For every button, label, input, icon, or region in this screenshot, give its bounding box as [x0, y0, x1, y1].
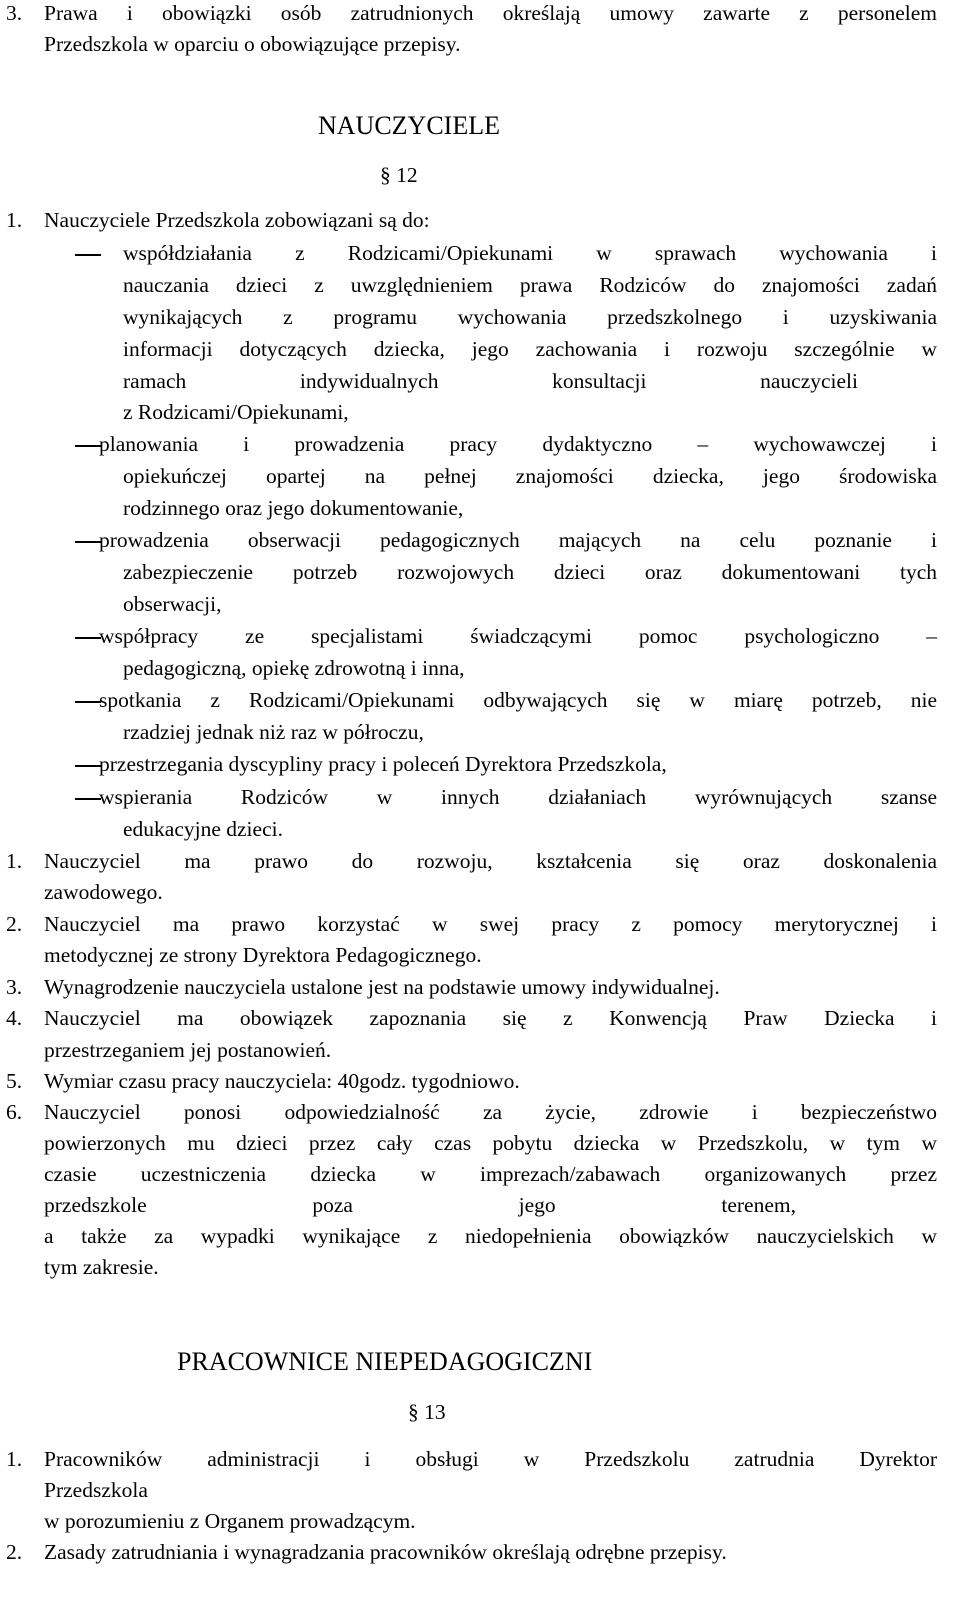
section-heading-nauczyciele: NAUCZYCIELE — [318, 111, 500, 140]
list-item-line: Przedszkola — [44, 1478, 148, 1502]
intro-line-2: Przedszkola w oparciu o obowiązujące przepisy. — [44, 32, 461, 56]
bullet-line: ramach indywidualnych konsultacji nauczycieli — [123, 369, 858, 393]
bullet-line: pedagogiczną, opiekę zdrowotną i inna, — [123, 656, 465, 680]
bullet-line: przestrzegania dyscypliny pracy i poleceń Dyrektora Przedszkola, — [99, 752, 667, 776]
dash-bullet — [75, 798, 101, 800]
list-item-line: a także za wypadki wynikające z niedopełnienia obowiązków nauczycielskich w — [44, 1224, 937, 1248]
dash-bullet — [75, 541, 101, 543]
bullet-line: wspierania Rodziców w innych działaniach wyrównujących szanse — [99, 785, 937, 809]
list-number: 4. — [6, 1006, 23, 1030]
list-number: 2. — [6, 1540, 23, 1564]
paragraph-mark-12: § 12 — [380, 163, 418, 187]
list-item-line: Pracowników administracji i obsługi w Przedszkolu zatrudnia Dyrektor — [44, 1447, 937, 1471]
dash-bullet — [75, 637, 101, 639]
bullet-line: współdziałania z Rodzicami/Opiekunami w sprawach wychowania i — [123, 241, 937, 265]
list-item-text: Nauczyciele Przedszkola zobowiązani są do: — [44, 208, 430, 232]
bullet-line: z Rodzicami/Opiekunami, — [123, 400, 349, 424]
dash-bullet — [75, 765, 101, 767]
bullet-line: opiekuńczej opartej na pełnej znajomości dziecka, jego środowiska — [123, 464, 937, 488]
list-item-line: Nauczyciel ma obowiązek zapoznania się z Konwencją Praw Dziecka i — [44, 1006, 937, 1030]
dash-bullet — [75, 254, 101, 256]
list-item-line: zawodowego. — [44, 880, 163, 904]
bullet-line: rzadziej jednak niż raz w półroczu, — [123, 720, 424, 744]
paragraph-mark-13: § 13 — [408, 1400, 446, 1424]
list-item-line: Nauczyciel ponosi odpowiedzialność za życie, zdrowie i bezpieczeństwo — [44, 1100, 937, 1124]
bullet-line: zabezpieczenie potrzeb rozwojowych dzieci oraz dokumentowani tych — [123, 560, 937, 584]
bullet-line: informacji dotyczących dziecka, jego zachowania i rozwoju szczególnie w — [123, 337, 937, 361]
list-item-line: czasie uczestniczenia dziecka w imprezach/zabawach organizowanych przez — [44, 1162, 937, 1186]
list-item-line: Nauczyciel ma prawo do rozwoju, kształcenia się oraz doskonalenia — [44, 849, 937, 873]
bullet-line: wynikających z programu wychowania przedszkolnego i uzyskiwania — [123, 305, 937, 329]
list-item-line: metodycznej ze strony Dyrektora Pedagogicznego. — [44, 943, 482, 967]
list-item-line: przestrzeganiem jej postanowień. — [44, 1038, 332, 1062]
intro-line-1: Prawa i obowiązki osób zatrudnionych określają umowy zawarte z personelem — [44, 1, 937, 25]
list-item-line: przedszkole poza jego terenem, — [44, 1193, 796, 1217]
list-number: 3. — [6, 1, 23, 25]
bullet-line: planowania i prowadzenia pracy dydaktyczno – wychowawczej i — [99, 432, 937, 456]
list-item-line: Wymiar czasu pracy nauczyciela: 40godz. tygodniowo. — [44, 1069, 520, 1093]
dash-bullet — [75, 701, 101, 703]
list-item-line: powierzonych mu dzieci przez cały czas pobytu dziecka w Przedszkolu, w tym w — [44, 1131, 937, 1155]
list-number: 1. — [6, 1447, 23, 1471]
list-item-line: Wynagrodzenie nauczyciela ustalone jest na podstawie umowy indywidualnej. — [44, 975, 720, 999]
list-item-line: tym zakresie. — [44, 1255, 159, 1279]
dash-bullet — [75, 445, 101, 447]
list-number: 1. — [6, 849, 23, 873]
list-number: 5. — [6, 1069, 23, 1093]
list-item-line: Nauczyciel ma prawo korzystać w swej pracy z pomocy merytorycznej i — [44, 912, 937, 936]
bullet-line: obserwacji, — [123, 592, 222, 616]
bullet-line: edukacyjne dzieci. — [123, 817, 283, 841]
bullet-line: prowadzenia obserwacji pedagogicznych mających na celu poznanie i — [99, 528, 937, 552]
bullet-line: współpracy ze specjalistami świadczącymi pomoc psychologiczno – — [99, 624, 937, 648]
list-item-line: w porozumieniu z Organem prowadzącym. — [44, 1509, 416, 1533]
bullet-line: rodzinnego oraz jego dokumentowanie, — [123, 496, 464, 520]
list-number: 3. — [6, 975, 23, 999]
list-number: 1. — [6, 208, 23, 232]
list-number: 6. — [6, 1100, 23, 1124]
section-heading-pracownice: PRACOWNICE NIEPEDAGOGICZNI — [177, 1347, 593, 1376]
bullet-line: spotkania z Rodzicami/Opiekunami odbywających się w miarę potrzeb, nie — [99, 688, 937, 712]
list-number: 2. — [6, 912, 23, 936]
bullet-line: nauczania dzieci z uwzględnieniem prawa Rodziców do znajomości zadań — [123, 273, 937, 297]
list-item-line: Zasady zatrudniania i wynagradzania pracowników określają odrębne przepisy. — [44, 1540, 727, 1564]
